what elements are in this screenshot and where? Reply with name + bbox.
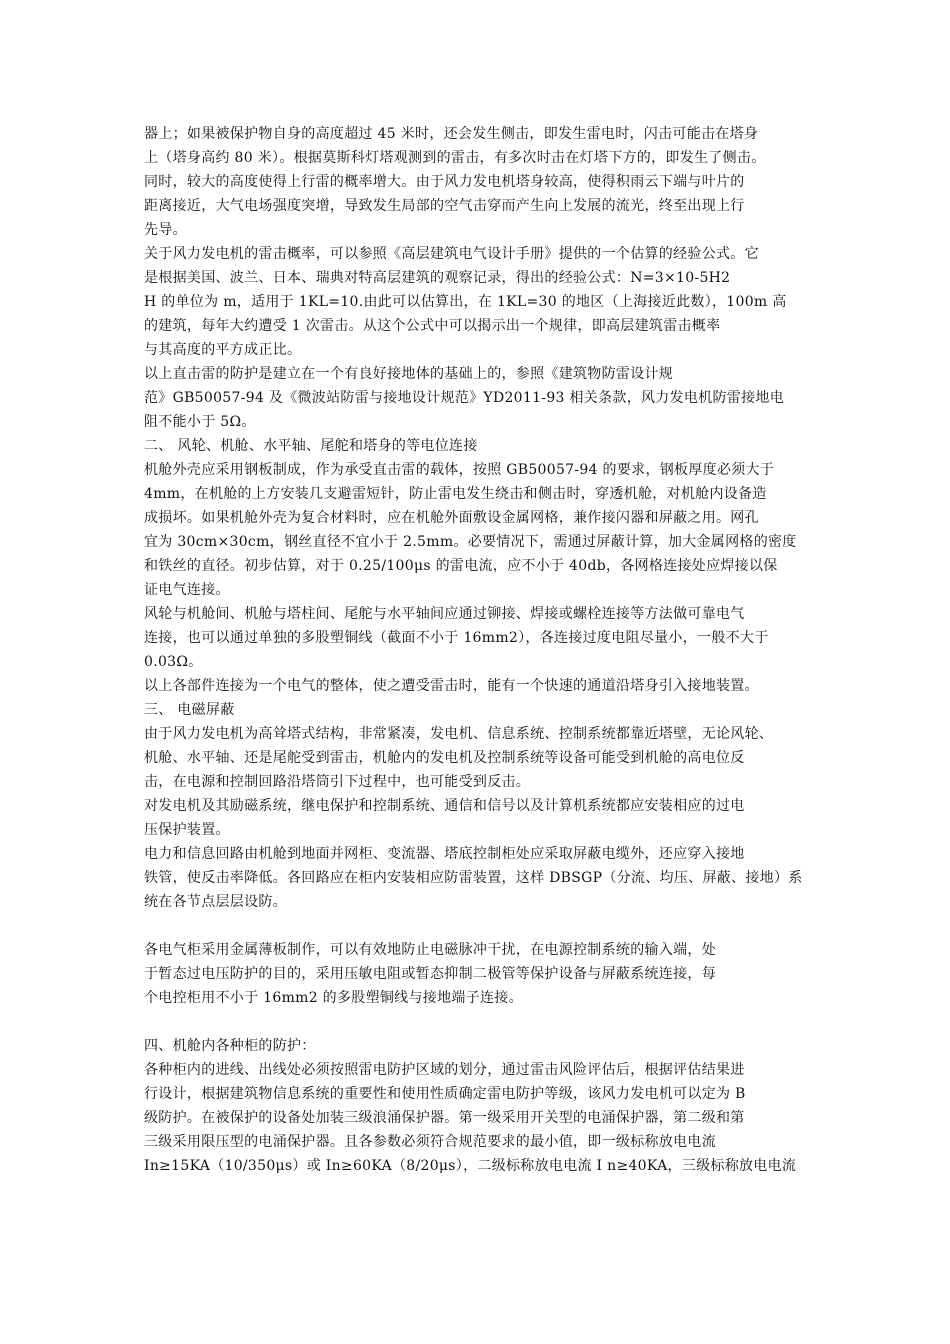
text-line: 宜为 30cm×30cm，钢丝直径不宜小于 2.5mm。必要情况下，需通过屏蔽计算，加大金属网格的密度: [144, 534, 797, 550]
text-line: 与其高度的平方成正比。: [144, 342, 302, 358]
text-line: 三级采用限压型的电涌保护器。且各参数必须符合规范要求的最小值，即一级标称放电电流: [144, 1134, 716, 1150]
text-line: 距离接近，大气电场强度突增，导致发生局部的空气击穿而产生向上发展的流光，终至出现上行: [144, 198, 745, 214]
text-line: 以上直击雷的防护是建立在一个有良好接地体的基础上的，参照《建筑物防雷设计规: [144, 366, 674, 382]
text-line: 机舱外壳应采用钢板制成，作为承受直击雷的载体，按照 GB50057-94 的要求，钢板厚度必须大于: [144, 462, 775, 478]
text-line: 行设计，根据建筑物信息系统的重要性和使用性质确定雷电防护等级，该风力发电机可以定为 B: [144, 1086, 746, 1102]
text-line: 风轮与机舱间、机舱与塔柱间、尾舵与水平轴间应通过铆接、焊接或螺栓连接等方法做可靠电气: [144, 606, 745, 622]
document-body: [144, 122, 824, 1178]
text-line: H 的单位为 m，适用于 1KL=10.由此可以估算出，在 1KL=30 的地区（上海接近此数），100m 高: [144, 294, 787, 310]
text-line: 个电控柜用不小于 16mm2 的多股塑铜线与接地端子连接。: [144, 990, 523, 1006]
text-line: 由于风力发电机为高耸塔式结构，非常紧凑，发电机、信息系统、控制系统都靠近塔壁，无论风轮、: [144, 726, 774, 742]
text-line: 同时，较大的高度使得上行雷的概率增大。由于风力发电机塔身较高，使得积雨云下端与叶片的: [144, 174, 745, 190]
text-line: 器上；如果被保护物自身的高度超过 45 米时，还会发生侧击，即发生雷电时，闪击可能击在塔身: [144, 126, 759, 142]
text-line: 各电气柜采用金属薄板制作，可以有效地防止电磁脉冲干扰，在电源控制系统的输入端，处: [144, 942, 716, 958]
text-line: 二、 风轮、机舱、水平轴、尾舵和塔身的等电位连接: [144, 438, 478, 454]
text-line: 统在各节点层层设防。: [144, 894, 287, 910]
text-line: 铁管，使反击率降低。各回路应在柜内安装相应防雷装置，这样 DBSGP（分流、均压、屏蔽、接地）系: [144, 870, 803, 886]
text-line: 成损坏。如果机舱外壳为复合材料时，应在机舱外面敷设金属网格，兼作接闪器和屏蔽之用。网孔: [144, 510, 759, 526]
text-line: 于暂态过电压防护的目的，采用压敏电阻或暂态抑制二极管等保护设备与屏蔽系统连接，每: [144, 966, 716, 982]
text-line: 0.03Ω。: [144, 654, 203, 670]
text-line: 和铁丝的直径。初步估算，对于 0.25/100μs 的雷电流，应不小于 40db，各网格连接处应焊接以保: [144, 558, 778, 574]
text-line: 证电气连接。: [144, 582, 230, 598]
text-line: In≥15KA（10/350μs）或 In≥60KA（8/20μs），二级标称放电电流 I n≥40KA，三级标称放电电流: [144, 1158, 797, 1174]
text-line: 阻不能小于 5Ω。: [144, 414, 256, 430]
text-line: 电力和信息回路由机舱到地面并网柜、变流器、塔底控制柜处应采取屏蔽电缆外，还应穿入接地: [144, 846, 745, 862]
text-line: 关于风力发电机的雷击概率，可以参照《高层建筑电气设计手册》提供的一个估算的经验公式。它: [144, 246, 759, 262]
text-line: 是根据美国、波兰、日本、瑞典对特高层建筑的观察记录，得出的经验公式：N=3×10-5H2: [144, 270, 731, 286]
text-line: 4mm，在机舱的上方安装几支避雷短针，防止雷电发生绕击和侧击时，穿透机舱，对机舱内设备造: [144, 486, 767, 502]
text-line: 对发电机及其励磁系统，继电保护和控制系统、通信和信号以及计算机系统都应安装相应的过电: [144, 798, 745, 814]
text-line: 机舱、水平轴、还是尾舵受到雷击，机舱内的发电机及控制系统等设备可能受到机舱的高电位反: [144, 750, 745, 766]
text-line: 上（塔身高约 80 米）。根据莫斯科灯塔观测到的雷击，有多次时击在灯塔下方的，即发生了侧击。: [144, 150, 766, 166]
text-line: 级防护。在被保护的设备处加装三级浪涌保护器。第一级采用开关型的电涌保护器，第二级和第: [144, 1110, 745, 1126]
text-line: 各种柜内的进线、出线处必须按照雷电防护区域的划分，通过雷击风险评估后，根据评估结果进: [144, 1062, 745, 1078]
text-line: 以上各部件连接为一个电气的整体，使之遭受雷击时，能有一个快速的通道沿塔身引入接地装置。: [144, 678, 759, 694]
text-line: 的建筑，每年大约遭受 1 次雷击。从这个公式中可以揭示出一个规律，即高层建筑雷击概率: [144, 318, 721, 334]
text-line: 压保护装置。: [144, 822, 230, 838]
blank-line: [144, 914, 824, 938]
blank-line: [144, 1010, 824, 1034]
text-line: 四、机舱内各种柜的防护：: [144, 1038, 316, 1054]
text-line: 击，在电源和控制回路沿塔筒引下过程中，也可能受到反击。: [144, 774, 531, 790]
text-line: 先导。: [144, 222, 187, 238]
text-line: 三、 电磁屏蔽: [144, 702, 235, 718]
text-line: 范》GB50057-94 及《微波站防雷与接地设计规范》YD2011-93 相关条款，风力发电机防雷接地电: [144, 390, 784, 406]
text-line: 连接，也可以通过单独的多股塑铜线（截面不小于 16mm2），各连接过度电阻尽量小，一般不大于: [144, 630, 769, 646]
